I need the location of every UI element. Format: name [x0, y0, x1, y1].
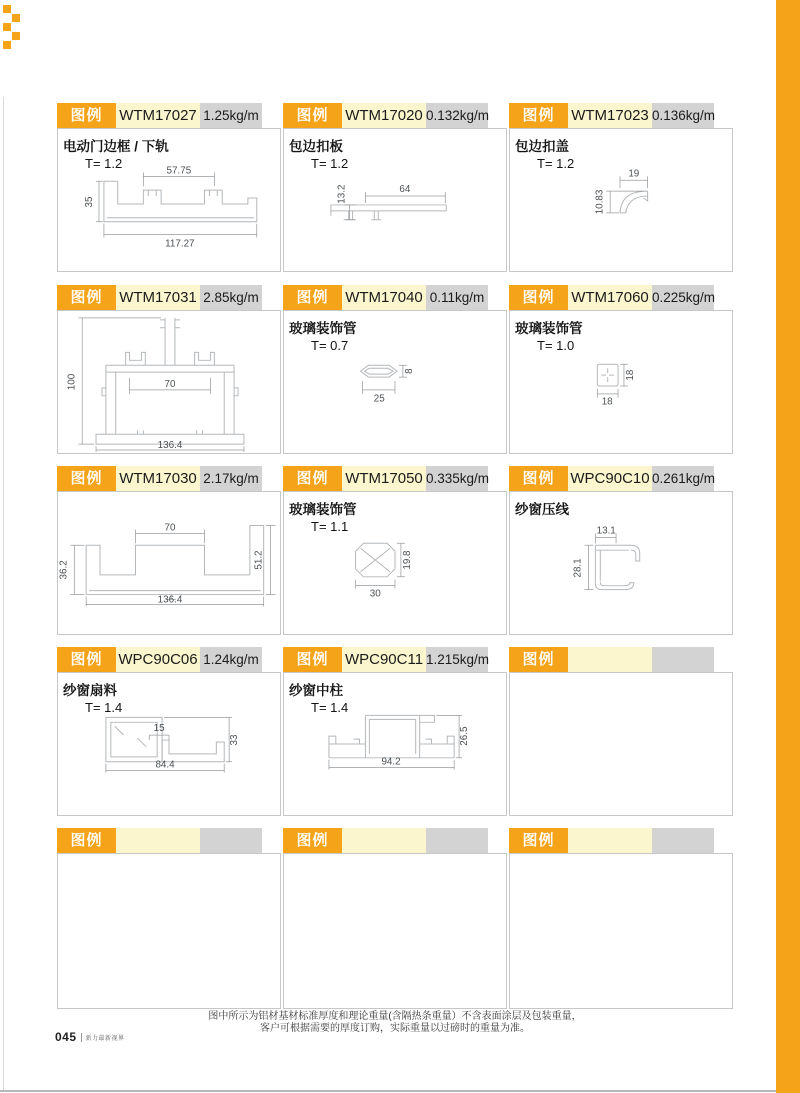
profile-drawing — [284, 311, 506, 453]
profile-drawing — [58, 673, 280, 815]
dim-label-bottom: 18 — [601, 396, 613, 408]
profile-title: 玻璃装饰管 — [289, 502, 357, 517]
profile-box — [57, 128, 281, 272]
model-cell: WTM17023 — [568, 103, 652, 128]
weight-cell: 0.132kg/m — [426, 103, 488, 128]
dim-label-bottom: 30 — [369, 588, 381, 600]
corner-deco-square — [12, 32, 20, 40]
legend-cell: 图例 — [509, 647, 568, 672]
profile-box — [283, 310, 507, 454]
cell-header — [57, 466, 262, 491]
side-accent-bar — [776, 0, 800, 1093]
thickness-label: T= 1.0 — [537, 338, 575, 353]
profile-drawing — [58, 311, 280, 453]
dim-label-left: 10.83 — [594, 189, 606, 215]
dim-label-top: 19 — [628, 168, 640, 180]
profile-box-empty — [283, 853, 507, 1009]
dim-label-right: 19.8 — [401, 550, 413, 570]
dim-label-top: 70 — [164, 522, 176, 534]
model-cell — [116, 828, 200, 853]
legend-cell: 图例 — [57, 103, 116, 128]
dim-label-mid: 70 — [164, 378, 176, 390]
cell-header — [57, 285, 262, 310]
profile-box — [283, 672, 507, 816]
dim-label-bottom: 84.4 — [155, 759, 175, 771]
weight-cell: 0.11kg/m — [426, 285, 488, 310]
cell-header — [283, 466, 488, 491]
dim-label-bottom: 136.4 — [157, 440, 183, 452]
thickness-label: T= 1.2 — [537, 156, 575, 171]
profile-box — [509, 310, 733, 454]
dim-label-bottom: 136.4 — [157, 594, 183, 606]
dim-label-inner: 15 — [153, 723, 165, 735]
legend-cell: 图例 — [57, 828, 116, 853]
page-bottom-line — [0, 1090, 776, 1092]
weight-cell: 2.17kg/m — [200, 466, 262, 491]
corner-deco-square — [3, 23, 11, 31]
cell-header — [57, 828, 262, 853]
model-cell: WPC90C11 — [342, 647, 426, 672]
profile-box — [509, 128, 733, 272]
dim-label-top: 13.1 — [596, 525, 616, 537]
weight-cell — [652, 828, 714, 853]
legend-cell: 图例 — [509, 103, 568, 128]
weight-cell: 1.25kg/m — [200, 103, 262, 128]
cell-header — [57, 103, 262, 128]
footer-brand: 新力最新视界 — [85, 1035, 125, 1042]
cell-header — [509, 285, 714, 310]
thickness-label: T= 1.2 — [85, 156, 123, 171]
footer-divider — [81, 1033, 82, 1042]
dim-label-right: 26.5 — [458, 726, 470, 746]
dim-label-bottom: 25 — [373, 393, 385, 405]
profile-title: 包边扣板 — [289, 139, 343, 154]
cell-header — [57, 647, 262, 672]
dim-label-left: 100 — [66, 373, 78, 391]
footer-note-line1: 图中所示为铝材基材标准厚度和理论重量(含隔热条重量）不含表面涂层及包装重量， — [208, 1011, 582, 1022]
profile-title: 纱窗扇料 — [63, 683, 117, 698]
legend-cell: 图例 — [283, 466, 342, 491]
dim-label-top: 57.75 — [166, 165, 192, 177]
profile-box — [283, 128, 507, 272]
profile-box — [509, 491, 733, 635]
dim-label-left: 36.2 — [58, 560, 70, 580]
dim-label-left: 35 — [84, 196, 96, 208]
weight-cell — [426, 828, 488, 853]
cell-header — [283, 103, 488, 128]
weight-cell: 0.225kg/m — [652, 285, 714, 310]
legend-cell: 图例 — [509, 828, 568, 853]
model-cell: WPC90C10 — [568, 466, 652, 491]
cell-header — [283, 647, 488, 672]
profile-box-empty — [509, 672, 733, 816]
profile-title: 玻璃装饰管 — [289, 321, 357, 336]
weight-cell: 1.215kg/m — [426, 647, 488, 672]
model-cell: WTM17020 — [342, 103, 426, 128]
dim-label-top: 64 — [399, 184, 411, 196]
profile-drawing — [284, 492, 506, 634]
model-cell: WTM17031 — [116, 285, 200, 310]
legend-cell: 图例 — [283, 285, 342, 310]
profile-title: 玻璃装饰管 — [515, 321, 583, 336]
profile-box — [57, 491, 281, 635]
profile-box — [57, 672, 281, 816]
profile-drawing — [58, 129, 280, 271]
legend-cell: 图例 — [509, 466, 568, 491]
dim-label-bottom: 94.2 — [381, 756, 401, 768]
model-cell — [568, 647, 652, 672]
model-cell: WTM17040 — [342, 285, 426, 310]
legend-cell: 图例 — [283, 103, 342, 128]
weight-cell — [652, 647, 714, 672]
dim-label-left: 28.1 — [572, 558, 584, 578]
dim-label-right: 18 — [624, 369, 636, 381]
weight-cell: 0.261kg/m — [652, 466, 714, 491]
page-fold-line — [3, 97, 4, 1091]
weight-cell: 1.24kg/m — [200, 647, 262, 672]
thickness-label: T= 1.2 — [311, 156, 349, 171]
legend-cell: 图例 — [283, 828, 342, 853]
dim-label-bottom: 117.27 — [165, 238, 195, 250]
thickness-label: T= 1.1 — [311, 519, 349, 534]
profile-drawing — [58, 492, 280, 634]
page-footer — [55, 1030, 125, 1044]
model-cell — [568, 828, 652, 853]
model-cell: WTM17030 — [116, 466, 200, 491]
weight-cell: 0.136kg/m — [652, 103, 714, 128]
thickness-label: T= 1.4 — [311, 700, 349, 715]
footer-note-line2: 客户可根据需要的厚度订购，实际重量以过磅时的重量为准。 — [260, 1022, 530, 1034]
dim-label-right: 51.2 — [253, 550, 265, 570]
legend-cell: 图例 — [509, 285, 568, 310]
cell-header — [509, 466, 714, 491]
model-cell: WTM17060 — [568, 285, 652, 310]
cell-header — [509, 828, 714, 853]
profile-box — [283, 491, 507, 635]
corner-deco-square — [12, 14, 20, 22]
profile-title: 包边扣盖 — [515, 139, 569, 154]
profile-box-empty — [509, 853, 733, 1009]
weight-cell: 0.335kg/m — [426, 466, 488, 491]
dim-label-right: 33 — [229, 734, 241, 746]
legend-cell: 图例 — [283, 647, 342, 672]
legend-cell: 图例 — [57, 285, 116, 310]
cell-header — [283, 285, 488, 310]
corner-deco-square — [3, 5, 11, 13]
dim-label-right: 8 — [403, 368, 415, 374]
profile-drawing — [284, 673, 506, 815]
model-cell — [342, 828, 426, 853]
cell-header — [283, 828, 488, 853]
profile-drawing — [510, 129, 732, 271]
footer-note — [57, 1011, 733, 1034]
model-cell: WTM17027 — [116, 103, 200, 128]
cell-header — [509, 103, 714, 128]
thickness-label: T= 1.4 — [85, 700, 123, 715]
legend-cell: 图例 — [57, 647, 116, 672]
profile-title: 纱窗压线 — [515, 502, 569, 517]
profile-drawing — [510, 492, 732, 634]
corner-deco-square — [3, 41, 11, 49]
weight-cell — [200, 828, 262, 853]
dim-label-left: 13.2 — [336, 184, 348, 204]
profile-title: 电动门边框 / 下轨 — [63, 139, 169, 154]
profile-title: 纱窗中柱 — [289, 683, 343, 698]
profile-drawing — [510, 311, 732, 453]
profile-box — [57, 310, 281, 454]
profile-box-empty — [57, 853, 281, 1009]
cell-header — [509, 647, 714, 672]
legend-cell: 图例 — [57, 466, 116, 491]
model-cell: WTM17050 — [342, 466, 426, 491]
thickness-label: T= 0.7 — [311, 338, 349, 353]
weight-cell: 2.85kg/m — [200, 285, 262, 310]
model-cell: WPC90C06 — [116, 647, 200, 672]
page-number: 045 — [55, 1030, 77, 1044]
profile-drawing — [284, 129, 506, 271]
